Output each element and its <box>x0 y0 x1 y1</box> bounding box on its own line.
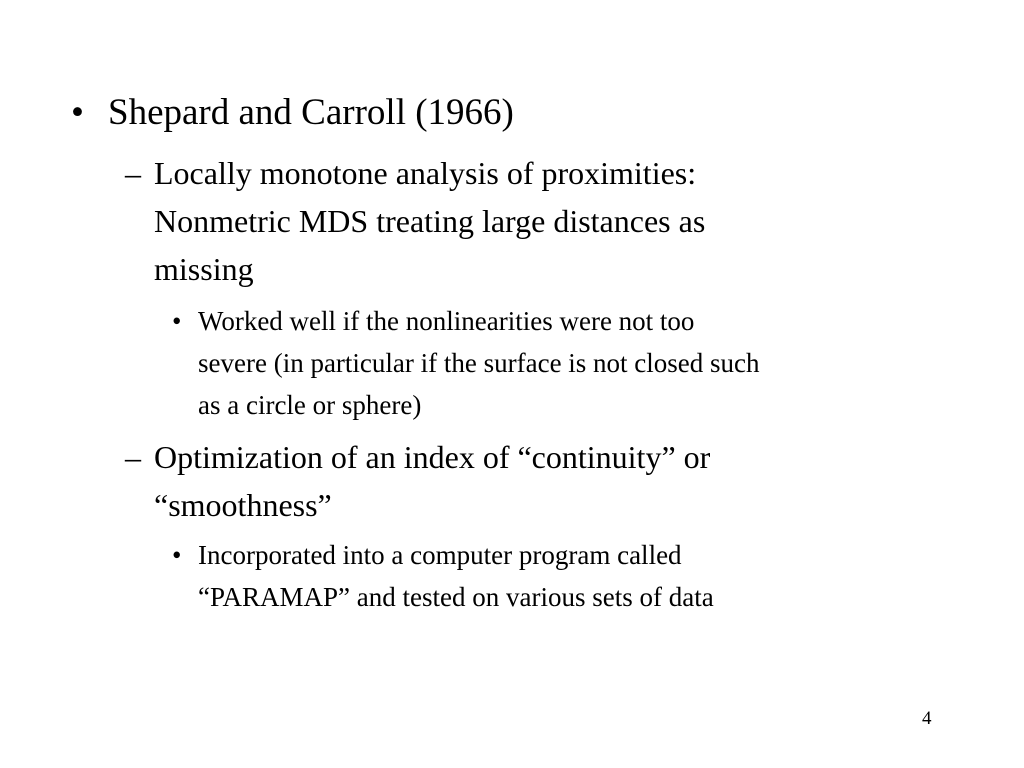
bullet-marker: • <box>172 540 182 570</box>
bullet-line: missing <box>154 251 254 287</box>
dash-marker: – <box>125 439 141 475</box>
bullet-line: Incorporated into a computer program called <box>198 540 682 570</box>
bullet-line: Optimization of an index of “continuity” or <box>154 439 711 475</box>
bullet-marker: • <box>172 306 182 336</box>
page-number: 4 <box>922 708 932 729</box>
bullet-line: Shepard and Carroll (1966) <box>108 92 514 133</box>
bullet-line: Locally monotone analysis of proximities: <box>154 155 697 191</box>
bullet-line: severe (in particular if the surface is not closed such <box>198 348 760 378</box>
bullet-line: “smoothness” <box>154 487 332 523</box>
bullet-line: “PARAMAP” and tested on various sets of data <box>198 582 714 612</box>
bullet-marker: • <box>71 92 84 133</box>
bullet-line: Nonmetric MDS treating large distances as <box>154 203 706 239</box>
bullet-line: Worked well if the nonlinearities were not too <box>198 306 695 336</box>
dash-marker: – <box>125 155 141 191</box>
bullet-line: as a circle or sphere) <box>198 390 422 420</box>
